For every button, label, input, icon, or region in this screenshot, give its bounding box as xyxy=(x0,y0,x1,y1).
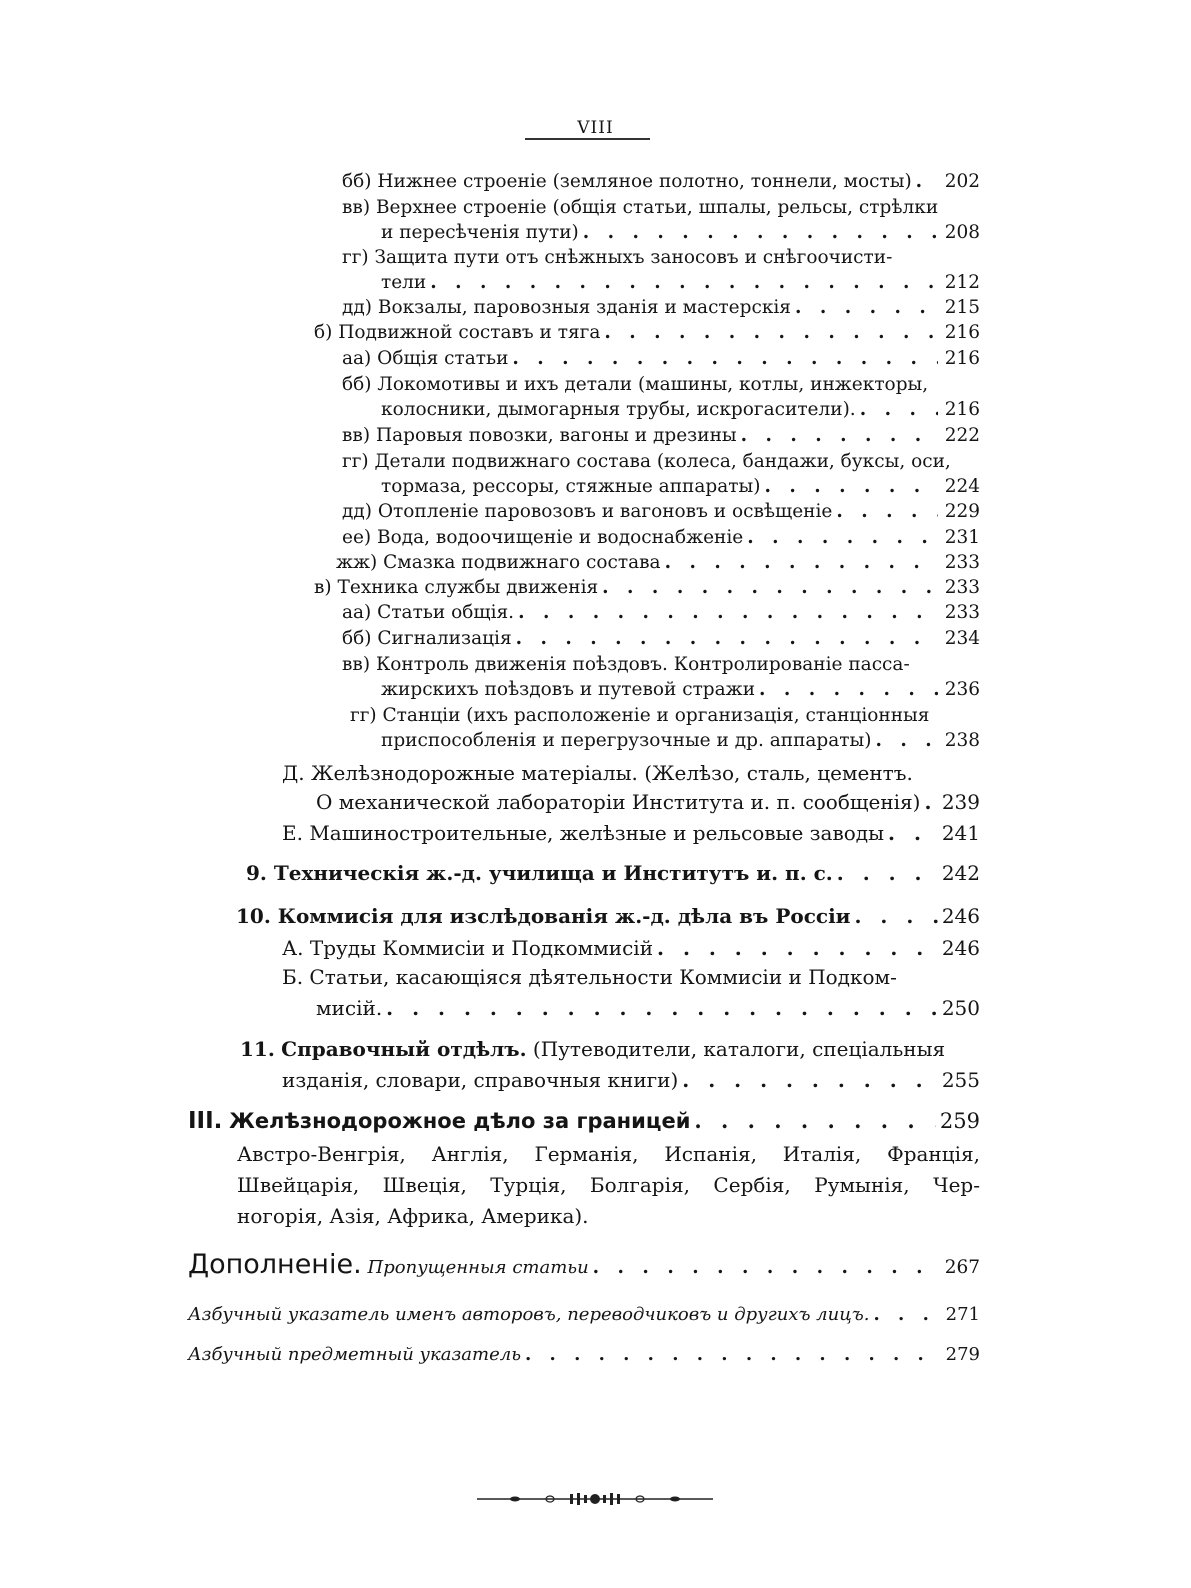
toc-entry xyxy=(342,295,980,321)
toc-entry xyxy=(236,903,980,929)
entry-continuation: тели xyxy=(381,272,427,293)
entry-page: 233 xyxy=(944,602,980,623)
dot-leader xyxy=(694,1108,936,1134)
dot-leader xyxy=(430,270,938,296)
dot-leader xyxy=(741,423,938,449)
entry-text: Станціи (ихъ расположеніе и организація, станціонныя xyxy=(382,705,930,726)
entry-text: Отопленіе паровозовъ и вагоновъ и освѣщеніе xyxy=(377,501,833,522)
dot-leader xyxy=(764,474,938,500)
entry-label: в) xyxy=(314,577,332,598)
dot-leader xyxy=(759,677,938,703)
dot-leader xyxy=(593,1255,938,1281)
toc-entry xyxy=(314,320,980,346)
entry-text: Паровыя повозки, вагоны и дрезины xyxy=(375,425,737,446)
toc-entry xyxy=(381,677,980,703)
entry-label: Е. xyxy=(282,821,303,845)
entry-page: 241 xyxy=(941,821,980,845)
dot-leader xyxy=(876,728,939,754)
entry-label: аа) xyxy=(342,602,372,623)
toc-entry xyxy=(282,820,980,846)
entry-page: 216 xyxy=(944,348,980,369)
dot-leader xyxy=(837,860,938,886)
toc-entry-line xyxy=(237,1172,980,1198)
entry-label: бб) xyxy=(342,171,372,192)
entry-continuation: и пересѣченія пути) xyxy=(381,222,579,243)
entry-page: 242 xyxy=(941,861,980,885)
entry-continuation: тормаза, рессоры, стяжные аппараты) xyxy=(381,476,761,497)
dot-leader xyxy=(386,995,938,1021)
entry-page: 215 xyxy=(944,297,980,318)
entry-page: 259 xyxy=(939,1109,980,1133)
entry-label: III. xyxy=(188,1108,223,1134)
entry-text: Азбучный предметный указатель xyxy=(188,1344,522,1365)
entry-continuation: мисій. xyxy=(316,996,383,1020)
dot-leader xyxy=(916,169,938,195)
entry-text: Сигнализація xyxy=(377,628,512,649)
dot-leader xyxy=(874,1302,938,1328)
entry-page: 216 xyxy=(944,322,980,343)
entry-page: 239 xyxy=(941,790,980,814)
entry-page: 246 xyxy=(941,936,980,960)
entry-label: гг) xyxy=(342,451,369,472)
toc-entry xyxy=(188,1342,980,1368)
toc-entry xyxy=(282,935,980,961)
entry-label: ее) xyxy=(342,527,372,548)
entry-label: Д. xyxy=(282,761,305,785)
toc-entry xyxy=(316,789,980,815)
entry-text: Смазка подвижнаго состава xyxy=(383,552,661,573)
entry-page: 208 xyxy=(944,222,980,243)
toc-entry-line xyxy=(237,1203,589,1229)
toc-entry-line xyxy=(342,372,928,398)
entry-text: Подвижной составъ и тяга xyxy=(338,322,601,343)
toc-entry xyxy=(188,1302,980,1328)
dot-leader xyxy=(583,220,938,246)
entry-label: Б. xyxy=(282,965,304,989)
entry-text: Желѣзнодорожное дѣло за границей xyxy=(229,1109,691,1133)
entry-text-secondary: Пропущенныя статьи xyxy=(367,1257,589,1278)
entry-label: вв) xyxy=(342,654,371,675)
entry-text: Техническія ж.-д. училища и Институтъ и. п. с. xyxy=(273,861,833,885)
dot-leader xyxy=(604,320,938,346)
entry-label: бб) xyxy=(342,628,372,649)
entry-page: 216 xyxy=(944,399,980,420)
dot-leader xyxy=(924,789,937,815)
toc-entry xyxy=(381,397,980,423)
closing-ornament xyxy=(475,1492,715,1506)
entry-label: дд) xyxy=(342,501,372,522)
entry-text: Желѣзнодорожные матеріалы. (Желѣзо, сталь, цементъ. xyxy=(310,761,913,785)
toc-entry xyxy=(246,860,980,886)
entry-page: 236 xyxy=(944,679,980,700)
entry-continuation: изданія, словари, справочныя книги) xyxy=(282,1068,679,1092)
toc-entry xyxy=(336,550,980,576)
entry-page: 229 xyxy=(944,501,980,522)
entry-label: б) xyxy=(314,322,333,343)
toc-entry xyxy=(342,423,980,449)
toc-entry-line xyxy=(342,449,951,475)
entry-continuation: О механической лабораторіи Института и. п. сообщенія) xyxy=(316,790,921,814)
entry-page: 246 xyxy=(941,904,980,928)
entry-text: Австро-Венгрія, Англія, Германія, Испанія, Италія, Франція, xyxy=(237,1142,980,1166)
toc-entry xyxy=(342,525,980,551)
entry-continuation: приспособленія и перегрузочные и др. аппараты) xyxy=(381,730,872,751)
dot-leader xyxy=(795,295,938,321)
entry-text-secondary: (Путеводители, каталоги, спеціальныя xyxy=(532,1037,946,1061)
toc-entry-line xyxy=(342,652,910,678)
toc-entry-line xyxy=(350,703,929,729)
entry-page: 255 xyxy=(941,1068,980,1092)
entry-text: Статьи общія. xyxy=(377,602,515,623)
entry-text: Статьи, касающіяся дѣятельности Коммисіи и Подком- xyxy=(309,965,897,989)
dot-leader xyxy=(657,935,938,961)
toc-entry xyxy=(381,270,980,296)
entry-page: 234 xyxy=(944,628,980,649)
toc-entry xyxy=(188,1108,980,1134)
toc-entry xyxy=(282,1067,980,1093)
entry-text: Вокзалы, паровозныя зданія и мастерскія xyxy=(377,297,791,318)
dot-leader xyxy=(602,575,938,601)
toc-entry xyxy=(381,220,980,246)
toc-entry-line xyxy=(282,964,897,990)
entry-label: вв) xyxy=(342,425,371,446)
dot-leader xyxy=(747,525,938,551)
dot-leader xyxy=(665,550,938,576)
entry-label: 11. xyxy=(240,1037,275,1061)
toc-entry-line xyxy=(342,245,892,271)
entry-continuation: колосники, дымогарныя трубы, искрогасители). xyxy=(381,399,856,420)
dot-leader xyxy=(525,1342,938,1368)
toc-entry-line xyxy=(342,195,938,221)
entry-label: 9. xyxy=(246,861,267,885)
entry-continuation: Швейцарія, Швеція, Турція, Болгарія, Сербія, Румынія, Чер- xyxy=(237,1173,980,1197)
entry-page: 271 xyxy=(945,1304,980,1325)
entry-text: Дополненіе. xyxy=(188,1249,362,1280)
dot-leader xyxy=(860,397,938,423)
toc-entry xyxy=(381,728,980,754)
entry-label: гг) xyxy=(350,705,377,726)
entry-page: 222 xyxy=(944,425,980,446)
dot-leader xyxy=(888,820,938,846)
entry-text: Детали подвижнаго состава (колеса, бандажи, буксы, оси, xyxy=(374,451,951,472)
toc-entry xyxy=(342,626,980,652)
entry-label: А. xyxy=(282,936,304,960)
entry-label: 10. xyxy=(236,904,271,928)
entry-text: Контроль движенія поѣздовъ. Контролированіе пасса- xyxy=(375,654,910,675)
toc-entry xyxy=(342,499,980,525)
entry-label: вв) xyxy=(342,197,371,218)
entry-label: аа) xyxy=(342,348,372,369)
entry-page: 250 xyxy=(941,996,980,1020)
page-number: VIII xyxy=(577,118,614,138)
entry-page: 279 xyxy=(945,1344,980,1365)
toc-entry xyxy=(342,346,980,372)
entry-page: 233 xyxy=(944,552,980,573)
entry-text: Локомотивы и ихъ детали (машины, котлы, инжекторы, xyxy=(377,374,929,395)
entry-text: Справочный отдѣлъ. xyxy=(281,1037,527,1061)
entry-text: Труды Коммисіи и Подкоммисій xyxy=(309,936,654,960)
dot-leader xyxy=(836,499,938,525)
entry-page: 212 xyxy=(944,272,980,293)
entry-text: Защита пути отъ снѣжныхъ заносовъ и снѣгоочисти- xyxy=(374,247,893,268)
entry-text: Общія статьи xyxy=(377,348,509,369)
entry-text: Вода, водоочищеніе и водоснабженіе xyxy=(377,527,744,548)
dot-leader xyxy=(682,1067,938,1093)
toc-entry xyxy=(188,1249,980,1280)
dot-leader xyxy=(516,626,938,652)
toc-entry-line xyxy=(240,1036,945,1062)
toc-entry xyxy=(316,995,980,1021)
entry-page: 238 xyxy=(944,730,980,751)
toc-entry-line xyxy=(282,760,913,786)
toc-entry xyxy=(342,600,980,626)
entry-page: 231 xyxy=(944,527,980,548)
entry-continuation: ногорія, Азія, Африка, Америка). xyxy=(237,1204,589,1228)
entry-page: 233 xyxy=(944,577,980,598)
entry-text: Нижнее строеніе (земляное полотно, тоннели, мосты) xyxy=(377,171,912,192)
dot-leader xyxy=(512,346,938,372)
entry-text: Машиностроительные, желѣзные и рельсовые заводы xyxy=(309,821,885,845)
toc-entry xyxy=(314,575,980,601)
entry-label: гг) xyxy=(342,247,369,268)
header-rule xyxy=(525,138,650,140)
entry-page: 267 xyxy=(944,1257,980,1278)
toc-entry xyxy=(381,474,980,500)
entry-text: Верхнее строеніе (общія статьи, шпалы, рельсы, стрѣлки xyxy=(375,197,939,218)
entry-text: Техника службы движенія xyxy=(337,577,599,598)
entry-text: Коммисія для изслѣдованія ж.-д. дѣла въ Россіи xyxy=(277,904,851,928)
entry-label: дд) xyxy=(342,297,372,318)
entry-page: 202 xyxy=(944,171,980,192)
entry-label: жж) xyxy=(336,552,378,573)
toc-entry xyxy=(342,169,980,195)
dot-leader xyxy=(518,600,938,626)
entry-label: бб) xyxy=(342,374,372,395)
entry-text: Азбучный указатель именъ авторовъ, переводчиковъ и другихъ лицъ. xyxy=(188,1304,870,1325)
dot-leader xyxy=(855,903,938,929)
entry-continuation: жирскихъ поѣздовъ и путевой стражи xyxy=(381,679,756,700)
entry-page: 224 xyxy=(944,476,980,497)
toc-entry-line xyxy=(237,1141,980,1167)
